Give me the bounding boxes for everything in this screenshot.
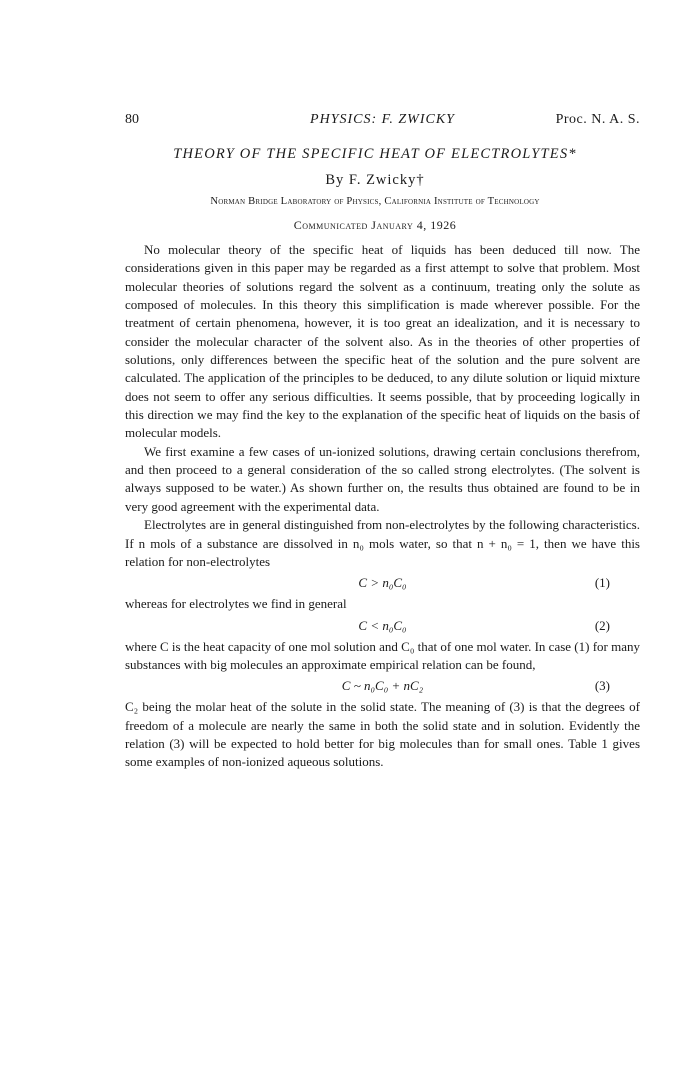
paragraph-4: whereas for electrolytes we find in general	[125, 596, 347, 612]
author-byline: By F. Zwicky†	[325, 172, 425, 188]
equation-3-number: (3)	[594, 678, 610, 694]
paragraph-1: No molecular theory of the specific heat of liquids has been deduced till now. The considerations given in this paper may be regarded as a first attempt to solve that problem. Most molecular theories of solutions regard the solvent as a continuum, treating only the solute as composed of molecules. In this theory this simplification is made wherever possible. For the treatment of certain phenomena, however, it is too great an idealization, and it is necessary to consider the molecular character of the solvent also. As in the theories of other properties of solutions, only differences between the specific heat of the solution and the pure solvent are calculated. The application of the principles to be deduced, to any dilute solution or liquid mixture does not seem to offer any serious difficulties. It seems possible, that by proceeding logically in this direction we may find the key to the explanation of the specific heat of liquids on the basis of molecular models.	[125, 242, 640, 441]
equation-1-expression: C > n₀C₀	[358, 575, 407, 591]
equation-2-number: (2)	[594, 617, 610, 633]
article-title: THEORY OF THE SPECIFIC HEAT OF ELECTROLYTES*	[173, 146, 577, 162]
equation-2-expression: C < n₀C₀	[358, 617, 407, 633]
equation-2	[125, 615, 640, 637]
equation-1-number: (1)	[594, 575, 610, 591]
running-title: PHYSICS: F. ZWICKY	[310, 112, 455, 127]
author-affiliation: Norman Bridge Laboratory of Physics, California Institute of Technology	[210, 196, 540, 207]
paragraph-5: where C is the heat capacity of one mol solution and C₀ that of one mol water. In case (1) for many substances with big molecules an approximate empirical relation can be found,	[125, 638, 640, 672]
equation-3	[125, 675, 640, 697]
paragraph-3: Electrolytes are in general distinguished from non-electrolytes by the following characteristics. If n mols of a substance are dissolved in n₀ mols water, so that n + n₀ = 1, then we have this relation for non-electrolytes	[125, 517, 640, 569]
paragraph-6: C₂ being the molar heat of the solute in the solid state. The meaning of (3) is that the degrees of freedom of a molecule are nearly the same in both the solid state and in solution. Evidently the relation (3) will be expected to hold better for big molecules than for small ones. Table 1 gives some examples of non-ionized aqueous solutions.	[125, 699, 640, 770]
page-number: 80	[125, 112, 139, 127]
article-body	[125, 241, 640, 772]
equation-1	[125, 572, 640, 594]
journal-abbreviation: Proc. N. A. S.	[555, 112, 640, 127]
communicated-date: Communicated January 4, 1926	[293, 218, 457, 232]
running-header	[125, 112, 640, 134]
paragraph-2: We first examine a few cases of un-ionized solutions, drawing certain conclusions therefrom, and then proceed to a general consideration of the so called strong electrolytes. (The solvent is always supposed to be water.) As shown further on, the results thus obtained are found to be in very good agreement with the experimental data.	[125, 443, 640, 514]
equation-3-expression: C ~ n₀C₀ + nC₂	[341, 678, 424, 694]
